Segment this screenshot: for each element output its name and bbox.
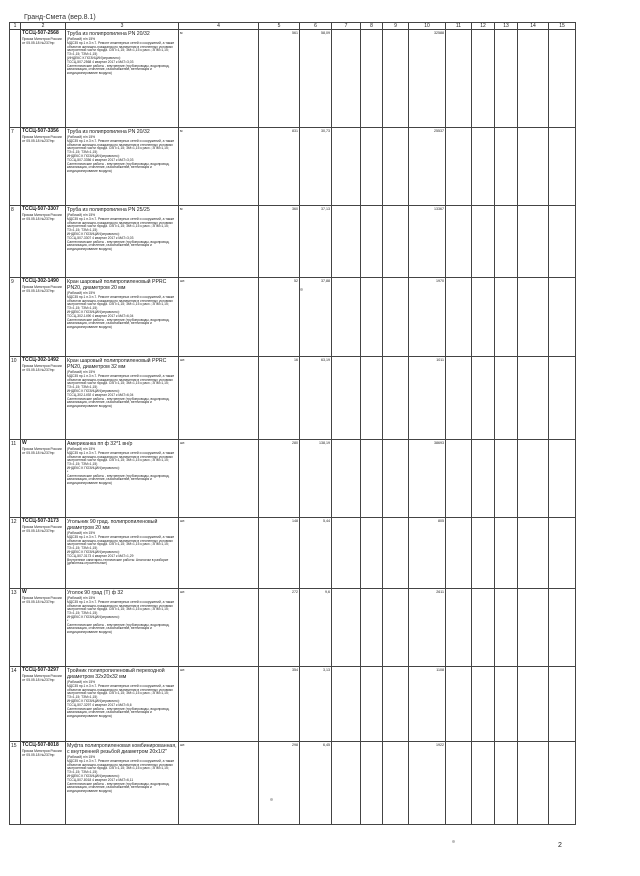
quantity-cell: 52 (259, 278, 300, 357)
unit-cell: шт. (179, 357, 259, 440)
scan-speck (270, 798, 273, 801)
empty-cell-11 (446, 128, 472, 206)
price-basis: Приказ Минстроя России от 05.05.18 №237/пр (22, 36, 62, 45)
col-5: 5 (259, 23, 300, 30)
price-code: ТССЦ-302-1490 (22, 278, 59, 284)
item-description: (Рабочий) п/п 15% МДС35 пр.1 п.3 п.7. Ремонт инженерных сетей и сооружений, а также объектов жилищно-гражданского назначения в стесненных условиях застроенной части города. ОЗП=1,15; ЭМ=1,15 к расх.; ЗПМ=1,15; ТЗ=1,15; ТЗМ=1,15) ИНДЕКС К ПОЗИЦИИ(справочно): ТССЦ-507-3297 4 квартал 2017 к МАТ=5,6 Сантехнические работы - внутренние (трубопроводы, водопровод, канализация, отопление, газоснабжение, вентиляция и кондиционирование воздуха) (67, 680, 175, 719)
empty-cell-15 (549, 518, 576, 589)
empty-cell-9 (383, 742, 409, 825)
price-code: ТССЦ-507-2568 (22, 30, 59, 36)
table-row (10, 518, 576, 589)
row-number-cell: 12 (10, 518, 21, 589)
name-cell (66, 30, 179, 128)
item-name: Муфта полипропиленовая комбинированная, с внутренней резьбой диаметром 20х1/2" (67, 743, 177, 755)
row-number-cell: 15 (10, 742, 21, 825)
empty-cell-9 (383, 206, 409, 278)
col-6: 6 (300, 23, 332, 30)
empty-cell-9 (383, 518, 409, 589)
table-row (10, 206, 576, 278)
empty-cell-11 (446, 742, 472, 825)
unit-cell: шт. (179, 278, 259, 357)
row-number-cell: 8 (10, 206, 21, 278)
code-cell (21, 128, 66, 206)
price-basis: Приказ Минстроя России от 05.05.18 №237/пр (22, 363, 62, 372)
empty-cell-14 (518, 357, 549, 440)
empty-cell-14 (518, 128, 549, 206)
name-cell (66, 278, 179, 357)
empty-cell-9 (383, 589, 409, 667)
col-9: 9 (383, 23, 409, 30)
total-cell: 38693 (409, 440, 446, 518)
name-cell (66, 742, 179, 825)
empty-cell-11 (446, 667, 472, 742)
price-cell: 63,19 (300, 357, 332, 440)
empty-cell-14 (518, 518, 549, 589)
empty-cell-11 (446, 589, 472, 667)
empty-cell-15 (549, 206, 576, 278)
item-description: (Рабочий) п/п 15% МДС35 пр.1 п.3 п.7. Ремонт инженерных сетей и сооружений, а также объектов жилищно-гражданского назначения в стесненных условиях застроенной части города. ОЗП=1,15; ЭМ=1,15 к расх.; ЗПМ=1,15; ТЗ=1,15; ТЗМ=1,15) ИНДЕКС К ПОЗИЦИИ(справочно): ТССЦ-507-8018 4 квартал 2017 к МАТ=6,11 Сантехнические работы - внутренние (трубопроводы, водопровод, канализация, отопление, газоснабжение, вентиляция и кондиционирование воздуха) (67, 755, 175, 794)
unit-cell: м (179, 128, 259, 206)
quantity-cell: 298 (259, 742, 300, 825)
empty-cell-15 (549, 357, 576, 440)
price-cell: 9,6 (300, 589, 332, 667)
empty-cell-12 (472, 440, 495, 518)
empty-cell-15 (549, 667, 576, 742)
empty-cell-15 (549, 440, 576, 518)
price-basis: Приказ Минстроя России от 05.05.18 №237/пр (22, 673, 62, 682)
table-row (10, 589, 576, 667)
quantity-cell: 360 (259, 206, 300, 278)
empty-cell-14 (518, 742, 549, 825)
empty-cell-14 (518, 30, 549, 128)
empty-cell-14 (518, 278, 549, 357)
item-name: Труба из полипропилена PN 25/25 (67, 207, 150, 213)
code-cell (21, 518, 66, 589)
item-description: (Рабочий) п/п 15% МДС35 пр.1 п.3 п.7. Ремонт инженерных сетей и сооружений, а также объектов жилищно-гражданского назначения в стесненных условиях застроенной части города. ОЗП=1,15; ЭМ=1,15 к расх.; ЗПМ=1,15; ТЗ=1,15; ТЗМ=1,15) ИНДЕКС К ПОЗИЦИИ(справочно): ТССЦ-507-3307 4 квартал 2017 к МАТ=3,03 Сантехнические работы - внутренние (трубопроводы, водопровод, канализация, отопление, газоснабжение, вентиляция и кондиционирование воздуха) (67, 213, 175, 252)
empty-cell-13 (495, 357, 518, 440)
price-code: ТССЦ-507-3173 (22, 518, 59, 524)
name-cell (66, 518, 179, 589)
price-code: W (22, 440, 27, 446)
price-code: W (22, 589, 27, 595)
empty-cell-13 (495, 128, 518, 206)
quantity-cell: 831 (259, 128, 300, 206)
item-name: Кран шаровый полипропиленовый PPRC PN20, диаметром 20 мм (67, 279, 167, 291)
price-cell: 37,88 (300, 278, 332, 357)
table-row (10, 30, 576, 128)
quantity-cell: 561 (259, 30, 300, 128)
empty-cell-12 (472, 128, 495, 206)
empty-cell-12 (472, 589, 495, 667)
item-description: (Рабочий) п/п 15% МДС35 пр.1 п.3 п.7. Ремонт инженерных сетей и сооружений, а также объектов жилищно-гражданского назначения в стесненных условиях застроенной части города. ОЗП=1,15; ЭМ=1,15 к расх.; ЗПМ=1,15; ТЗ=1,15; ТЗМ=1,15) ИНДЕКС К ПОЗИЦИИ(справочно): ТССЦ-302-1492 4 квартал 2017 к МАТ=6,04 Сантехнические работы - внутренние (трубопроводы, водопровод, канализация, отопление, газоснабжение, вентиляция и кондиционирование воздуха) (67, 370, 175, 409)
empty-cell-8 (361, 742, 383, 825)
empty-cell-9 (383, 278, 409, 357)
col-12: 12 (472, 23, 495, 30)
price-code: ТССЦ-507-3307 (22, 206, 59, 212)
empty-cell-13 (495, 742, 518, 825)
empty-cell-7 (332, 128, 361, 206)
empty-cell-11 (446, 30, 472, 128)
row-number-cell: 13 (10, 589, 21, 667)
col-13: 13 (495, 23, 518, 30)
empty-cell-7 (332, 667, 361, 742)
table-row (10, 742, 576, 825)
empty-cell-7 (332, 742, 361, 825)
name-cell (66, 440, 179, 518)
total-cell: 32588 (409, 30, 446, 128)
unit-cell: м (179, 206, 259, 278)
row-number-cell: 11 (10, 440, 21, 518)
price-cell: 3,13 (300, 667, 332, 742)
quantity-cell: 280 (259, 440, 300, 518)
empty-cell-14 (518, 667, 549, 742)
col-1: 1 (10, 23, 21, 30)
quantity-cell: 148 (259, 518, 300, 589)
table-row (10, 128, 576, 206)
table-row (10, 667, 576, 742)
empty-cell-7 (332, 30, 361, 128)
row-number-cell: 10 (10, 357, 21, 440)
empty-cell-9 (383, 667, 409, 742)
empty-cell-8 (361, 206, 383, 278)
empty-cell-12 (472, 278, 495, 357)
column-number-row (10, 23, 576, 30)
empty-cell-11 (446, 278, 472, 357)
unit-cell: шт. (179, 742, 259, 825)
total-cell: 1922 (409, 742, 446, 825)
item-name: Уголок 90 град (Т) ф 32 (67, 590, 124, 596)
unit-cell: шт. (179, 518, 259, 589)
empty-cell-8 (361, 357, 383, 440)
empty-cell-15 (549, 742, 576, 825)
empty-cell-11 (446, 440, 472, 518)
empty-cell-12 (472, 357, 495, 440)
col-15: 15 (549, 23, 576, 30)
total-cell: 1108 (409, 667, 446, 742)
empty-cell-11 (446, 357, 472, 440)
unit-cell: м (179, 30, 259, 128)
item-description: (Рабочий) п/п 15% МДС35 пр.1 п.3 п.7. Ремонт инженерных сетей и сооружений, а также объектов жилищно-гражданского назначения в стесненных условиях застроенной части города. ОЗП=1,15; ЭМ=1,15 к расх.; ЗПМ=1,15; ТЗ=1,15; ТЗМ=1,15) ИНДЕКС К ПОЗИЦИИ(справочно): * Сантехнические работы - внутренние (трубопроводы, водопровод, канализация, отопление, газоснабжение, вентиляция и кондиционирование воздуха) (67, 596, 175, 635)
code-cell (21, 742, 66, 825)
empty-cell-7 (332, 589, 361, 667)
name-cell (66, 357, 179, 440)
empty-cell-14 (518, 206, 549, 278)
price-cell: 5,44 (300, 518, 332, 589)
price-code: ТССЦ-302-1492 (22, 357, 59, 363)
col-3: 3 (66, 23, 179, 30)
row-number-cell: 14 (10, 667, 21, 742)
item-description: (Рабочий) п/п 15% МДС35 пр.1 п.3 п.7. Ремонт инженерных сетей и сооружений, а также объектов жилищно-гражданского назначения в стесненных условиях застроенной части города. ОЗП=1,15; ЭМ=1,15 к расх.; ЗПМ=1,15; ТЗ=1,15; ТЗМ=1,15) ИНДЕКС К ПОЗИЦИИ(справочно): ТССЦ-302-1490 4 квартал 2017 к МАТ=6,04 Сантехнические работы - внутренние (трубопроводы, водопровод, канализация, отопление, газоснабжение, вентиляция и кондиционирование воздуха) (67, 291, 175, 330)
unit-cell: шт. (179, 667, 259, 742)
name-cell (66, 667, 179, 742)
price-code: ТССЦ-507-3297 (22, 667, 59, 673)
total-cell: 2611 (409, 589, 446, 667)
code-cell (21, 589, 66, 667)
empty-cell-12 (472, 742, 495, 825)
empty-cell-7 (332, 206, 361, 278)
empty-cell-7 (332, 278, 361, 357)
empty-cell-11 (446, 206, 472, 278)
row-number-cell: 7 (10, 128, 21, 206)
item-name: Труба из полипропилена PN 20/32 (67, 31, 150, 37)
price-cell: 58,09 (300, 30, 332, 128)
unit-cell: шт. (179, 589, 259, 667)
empty-cell-14 (518, 440, 549, 518)
item-name: Тройник полипропиленовый переходной диаметром 32х20х32 мм (67, 668, 165, 680)
empty-cell-15 (549, 128, 576, 206)
col-2: 2 (21, 23, 66, 30)
price-basis: Приказ Минстроя России от 05.05.18 №237/пр (22, 524, 62, 533)
scan-speck (452, 840, 455, 843)
empty-cell-13 (495, 667, 518, 742)
empty-cell-12 (472, 667, 495, 742)
empty-cell-8 (361, 278, 383, 357)
item-name: Кран шаровый полипропиленовый PPRC PN20, диаметром 32 мм (67, 358, 167, 370)
col-4: 4 (179, 23, 259, 30)
quantity-cell: 16 (259, 357, 300, 440)
program-title: Гранд-Смета (вер.8.1) (24, 14, 96, 21)
price-basis: Приказ Минстроя России от 05.05.18 №237/пр (22, 595, 62, 604)
empty-cell-8 (361, 589, 383, 667)
quantity-cell: 272 (259, 589, 300, 667)
price-basis: Приказ Минстроя России от 05.05.18 №237/пр (22, 284, 62, 293)
row-number-cell (10, 30, 21, 128)
item-name: Угольник 90 град. полипропиленовый диаметром 20 мм (67, 519, 158, 531)
total-cell: 13367 (409, 206, 446, 278)
code-cell (21, 667, 66, 742)
code-cell (21, 357, 66, 440)
item-name: Американка пп ф 32*1 вн/р (67, 441, 133, 447)
empty-cell-15 (549, 278, 576, 357)
item-description: (Рабочий) п/п 15% МДС35 пр.1 п.3 п.7. Ремонт инженерных сетей и сооружений, а также объектов жилищно-гражданского назначения в стесненных условиях застроенной части города. ОЗП=1,15; ЭМ=1,15 к расх.; ЗПМ=1,15; ТЗ=1,15; ТЗМ=1,15) ИНДЕКС К ПОЗИЦИИ(справочно): ТССЦ-507-3356 4 квартал 2017 к МАТ=3,03 Сантехнические работы - внутренние (трубопроводы, водопровод, канализация, отопление, газоснабжение, вентиляция и кондиционирование воздуха) (67, 135, 175, 174)
code-cell (21, 206, 66, 278)
estimate-table (9, 22, 576, 825)
empty-cell-8 (361, 30, 383, 128)
name-cell (66, 128, 179, 206)
price-cell: 6,45 (300, 742, 332, 825)
total-cell: 1011 (409, 357, 446, 440)
empty-cell-12 (472, 518, 495, 589)
empty-cell-15 (549, 30, 576, 128)
empty-cell-13 (495, 440, 518, 518)
price-basis: Приказ Минстроя России от 05.05.18 №237/пр (22, 446, 62, 455)
col-11: 11 (446, 23, 472, 30)
item-description: (Рабочий) п/п 15% МДС35 пр.1 п.3 п.7. Ремонт инженерных сетей и сооружений, а также объектов жилищно-гражданского назначения в стесненных условиях застроенной части города. ОЗП=1,15; ЭМ=1,15 к расх.; ЗПМ=1,15; ТЗ=1,15; ТЗМ=1,15) ИНДЕКС К ПОЗИЦИИ(справочно): ТССЦ-507-3173 4 квартал 2017 к МАТ=1,29 Внутренние санитарно-технические работы: Аналогом в разборке (демонтаж-строительные) (67, 531, 175, 566)
page-number: 2 (558, 842, 562, 849)
col-14: 14 (518, 23, 549, 30)
empty-cell-8 (361, 128, 383, 206)
price-cell: 138,19 (300, 440, 332, 518)
table-row (10, 357, 576, 440)
item-name: Труба из полипропилена PN 20/32 (67, 129, 150, 135)
unit-cell: шт. (179, 440, 259, 518)
empty-cell-15 (549, 589, 576, 667)
col-7: 7 (332, 23, 361, 30)
price-cell: 37,13 (300, 206, 332, 278)
page-header (24, 14, 96, 21)
name-cell (66, 589, 179, 667)
col-10: 10 (409, 23, 446, 30)
table-row (10, 278, 576, 357)
price-cell: 30,73 (300, 128, 332, 206)
code-cell (21, 30, 66, 128)
empty-cell-13 (495, 518, 518, 589)
empty-cell-9 (383, 357, 409, 440)
empty-cell-13 (495, 278, 518, 357)
empty-cell-9 (383, 30, 409, 128)
code-cell (21, 440, 66, 518)
estimate-rows (10, 23, 576, 825)
total-cell: 1970 (409, 278, 446, 357)
scan-speck (300, 288, 303, 291)
empty-cell-12 (472, 30, 495, 128)
row-number-cell: 9 (10, 278, 21, 357)
total-cell: 805 (409, 518, 446, 589)
empty-cell-13 (495, 206, 518, 278)
empty-cell-7 (332, 357, 361, 440)
price-code: ТССЦ-507-8018 (22, 742, 59, 748)
price-basis: Приказ Минстроя России от 05.05.18 №237/пр (22, 212, 62, 221)
price-code: ТССЦ-507-3356 (22, 128, 59, 134)
empty-cell-12 (472, 206, 495, 278)
item-description: (Рабочий) п/п 15% МДС35 пр.1 п.3 п.7. Ремонт инженерных сетей и сооружений, а также объектов жилищно-гражданского назначения в стесненных условиях застроенной части города. ОЗП=1,15; ЭМ=1,15 к расх.; ЗПМ=1,15; ТЗ=1,15; ТЗМ=1,15) (ИНДЕКС К ПОЗИЦИИ(справочно): ТССЦ-507-2568 4 квартал 2017 к МАТ=3,03 Сантехнические работы - внутренние (трубопроводы, водопровод, канализация, отопление, газоснабжение, вентиляция и кондиционирование воздуха) (67, 37, 175, 76)
empty-cell-8 (361, 667, 383, 742)
table-row (10, 440, 576, 518)
empty-cell-11 (446, 518, 472, 589)
empty-cell-8 (361, 440, 383, 518)
empty-cell-9 (383, 440, 409, 518)
price-basis: Приказ Минстроя России от 05.05.18 №237/пр (22, 748, 62, 757)
col-8: 8 (361, 23, 383, 30)
empty-cell-8 (361, 518, 383, 589)
empty-cell-13 (495, 30, 518, 128)
empty-cell-9 (383, 128, 409, 206)
empty-cell-13 (495, 589, 518, 667)
name-cell (66, 206, 179, 278)
quantity-cell: 354 (259, 667, 300, 742)
item-description: (Рабочий) п/п 15% МДС35 пр.1 п.3 п.7. Ремонт инженерных сетей и сооружений, а также объектов жилищно-гражданского назначения в стесненных условиях застроенной части города. ОЗП=1,15; ЭМ=1,15 к расх.; ЗПМ=1,15; ТЗ=1,15; ТЗМ=1,15) ИНДЕКС К ПОЗИЦИИ(справочно): * Сантехнические работы - внутренние (трубопроводы, водопровод, канализация, отопление, газоснабжение, вентиляция и кондиционирование воздуха) (67, 447, 175, 486)
price-basis: Приказ Минстроя России от 05.05.18 №237/пр (22, 134, 62, 143)
empty-cell-7 (332, 518, 361, 589)
empty-cell-14 (518, 589, 549, 667)
code-cell (21, 278, 66, 357)
empty-cell-7 (332, 440, 361, 518)
total-cell: 25537 (409, 128, 446, 206)
